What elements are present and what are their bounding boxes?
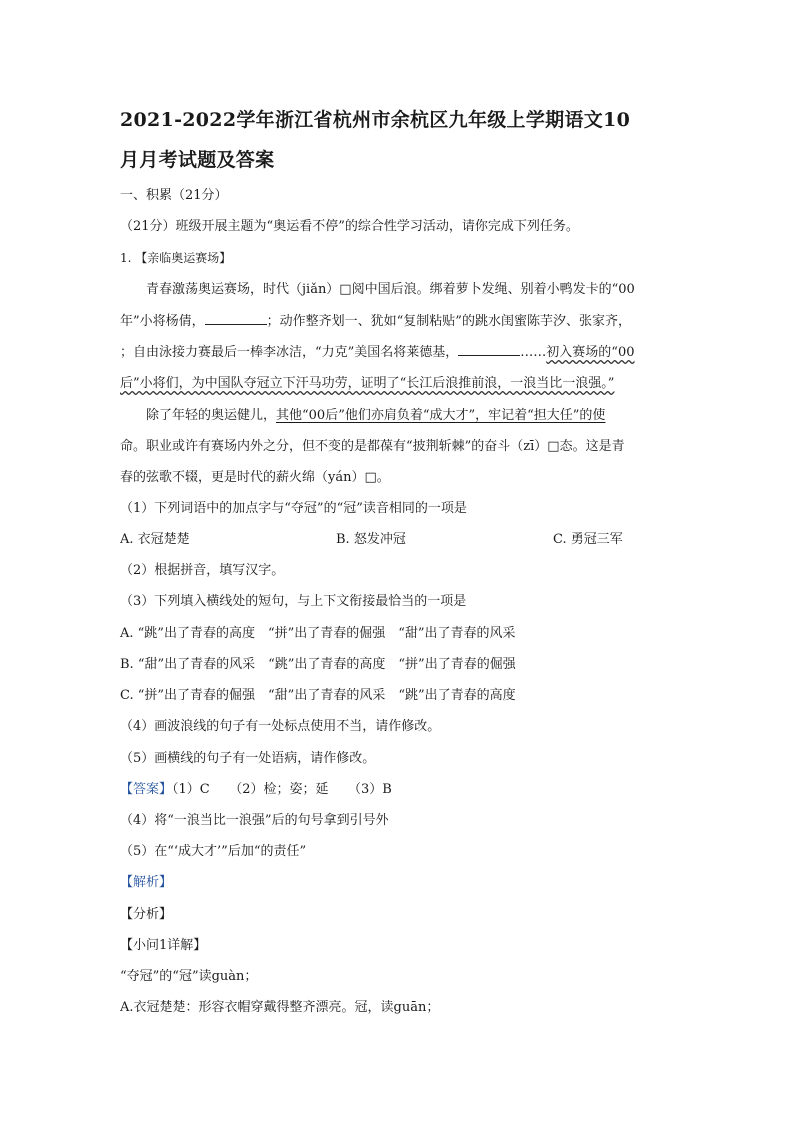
wavy-sentence-part2: 后”小将们，为中国队夺冠立下汗马功劳，证明了 <box>120 376 400 391</box>
answer-text: （1）C （2）检；姿；延 （3）B <box>172 782 392 797</box>
explanation-line-1: “夺冠”的“冠”读guàn； <box>120 969 258 984</box>
analysis-heading: 【解析】 <box>120 875 173 890</box>
passage-line-2: 年”小将杨倩， ；动作整齐划一、犹如“复制粘贴”的跳水闺蜜陈芋汐、张家齐， <box>120 314 631 329</box>
passage-line-4 <box>120 374 614 394</box>
passage-line-3: ；自由泳接力赛最后一棒李冰洁，“力克”美国名将莱德基， ……初入赛场的“00 <box>120 345 635 360</box>
blank-1 <box>205 312 267 325</box>
subquestion-3-option-b: B. “甜”出了青春的风采 “跳”出了青春的高度 “拼”出了青春的倔强 <box>120 657 516 672</box>
explanation-line-2: A.衣冠楚楚：形容衣帽穿戴得整齐漂亮。冠，读guān； <box>120 1000 440 1015</box>
document-title-line1: 2021-2022学年浙江省杭州市余杭区九年级上学期语文10 <box>120 109 631 131</box>
passage-line-7: 春的弦歌不辍，更是时代的薪火绵（yán）□。 <box>120 470 390 485</box>
option-b: B. 怒发冲冠 <box>336 532 406 547</box>
passage-line-5: 除了年轻的奥运健儿，其他“00后”他们亦肩负着“成大才”，牢记着“担大任”的使 <box>146 408 606 423</box>
detail-heading: 【小问1详解】 <box>120 938 207 953</box>
passage-line-6: 命。职业或许有赛场内外之分，但不变的是都葆有“披荆斩棘”的奋斗（zī）□态。这是青 <box>120 439 625 454</box>
answer-tag: 【答案】 <box>120 782 173 797</box>
option-a: A. 衣冠楚楚 <box>120 532 190 547</box>
subquestion-3-option-c: C. “拼”出了青春的倔强 “甜”出了青春的风采 “跳”出了青春的高度 <box>120 688 516 703</box>
subquestion-1: （1）下列词语中的加点字与“夺冠”的“冠”读音相同的一项是 <box>120 501 467 516</box>
blank-2 <box>458 343 520 356</box>
option-c: C. 勇冠三军 <box>553 532 623 547</box>
subquestion-3: （3）下列填入横线处的短句，与上下文衔接最恰当的一项是 <box>120 594 467 609</box>
question-1-label: 1. 【亲临奥运赛场】 <box>120 251 232 265</box>
answer-line <box>120 780 392 800</box>
answer-5: （5）在“‘成大才’”后加“的责任” <box>120 844 307 859</box>
document-title-line2: 月月考试题及答案 <box>120 149 275 171</box>
analysis-subheading: 【分析】 <box>120 907 173 922</box>
answer-4: （4）将“一浪当比一浪强”后的句号拿到引号外 <box>120 813 389 828</box>
underlined-sentence: 其他“00后”他们亦肩负着“成大才”，牢记着“担大任”的使 <box>276 408 606 423</box>
subquestion-3-option-a: A. “跳”出了青春的高度 “拼”出了青春的倔强 “甜”出了青春的风采 <box>120 626 516 641</box>
subquestion-5: （5）画横线的句子有一处语病，请作修改。 <box>120 751 376 766</box>
wavy-sentence-quote: “长江后浪推前浪，一浪当比一浪强。” <box>399 376 615 391</box>
subquestion-4: （4）画波浪线的句子有一处标点使用不当，请作修改。 <box>120 719 441 734</box>
wavy-sentence-part1: 初入赛场的“00 <box>546 345 635 360</box>
task-intro: （21分）班级开展主题为“奥运看不停”的综合性学习活动，请你完成下列任务。 <box>120 219 579 234</box>
passage-line-1: 青春激荡奥运赛场，时代（jiǎn）□阅中国后浪。绑着萝卜发绳、别着小鸭发卡的“00 <box>146 282 635 297</box>
section-heading: 一、积累（21分） <box>120 188 228 203</box>
subquestion-2: （2）根据拼音，填写汉字。 <box>120 563 285 578</box>
